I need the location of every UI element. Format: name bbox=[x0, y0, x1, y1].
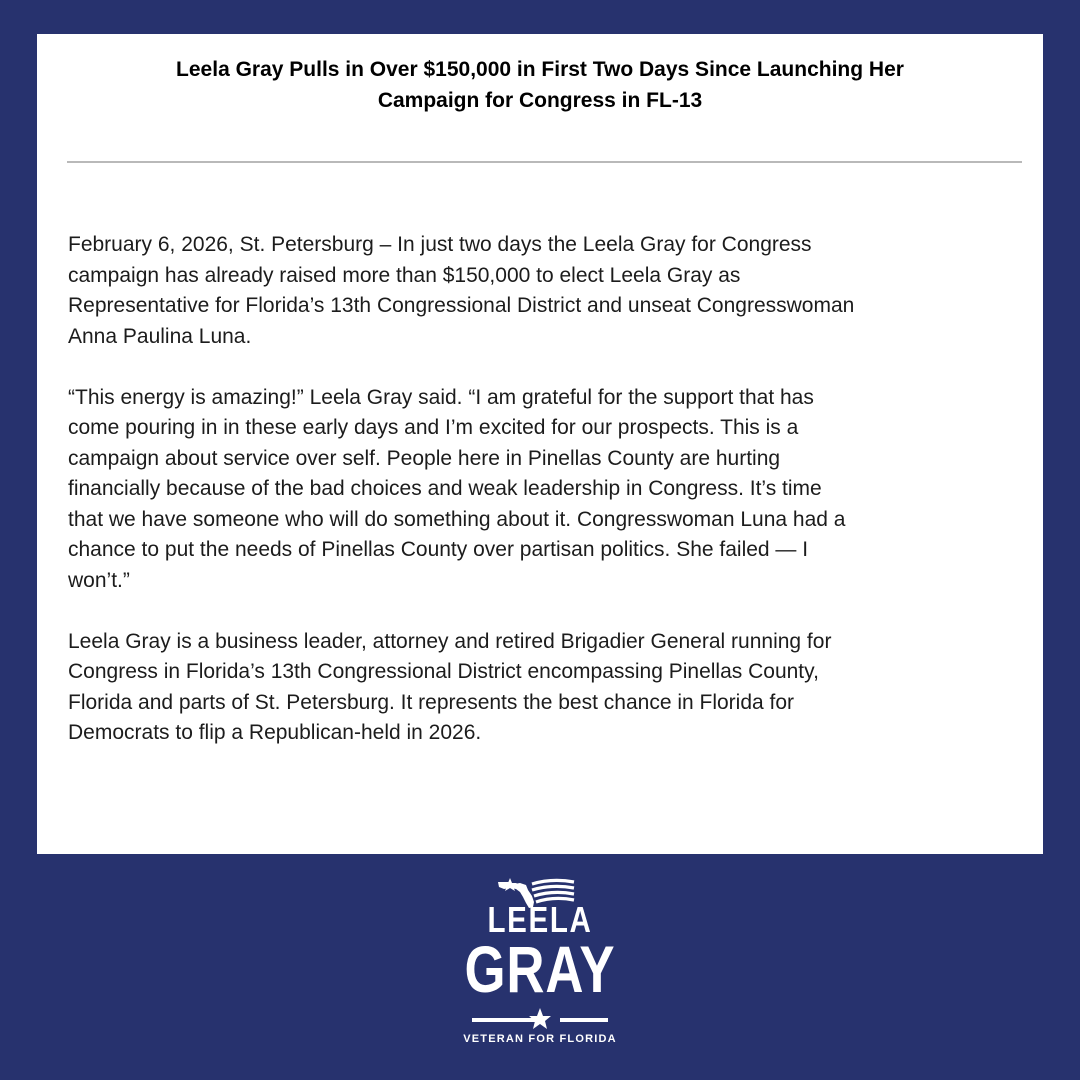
text-line: campaign about service over self. People here in Pinellas County are hurting bbox=[68, 446, 781, 470]
text-line: Congress in Florida’s 13th Congressional District encompassing Pinellas County, bbox=[68, 660, 819, 683]
headline-divider bbox=[67, 161, 1022, 163]
paragraph-bio bbox=[68, 627, 1028, 749]
paragraph-quote bbox=[68, 383, 1028, 597]
text-line: Democrats to flip a Republican-held in 2026. bbox=[68, 721, 482, 744]
campaign-logo bbox=[440, 870, 640, 1060]
text-line: Florida and parts of St. Petersburg. It represents the best chance in Florida for bbox=[68, 690, 795, 714]
paragraph-announcement bbox=[68, 230, 1028, 352]
text-line: chance to put the needs of Pinellas County over partisan politics. She failed — I bbox=[68, 538, 809, 561]
headline-line: Leela Gray Pulls in Over $150,000 in First Two Days Since Launching Her bbox=[176, 58, 904, 81]
text-line: come pouring in in these early days and I’m excited for our prospects. This is a bbox=[68, 416, 799, 439]
press-release-body bbox=[68, 230, 1028, 779]
logo-underline bbox=[472, 1018, 540, 1022]
text-line: campaign has already raised more than $150,000 to elect Leela Gray as bbox=[68, 263, 741, 287]
text-line: Representative for Florida’s 13th Congressional District and unseat Congresswoman bbox=[68, 294, 855, 317]
press-release-card bbox=[37, 34, 1043, 854]
flag-stripes-icon bbox=[532, 880, 574, 884]
text-line: “This energy is amazing!” Leela Gray said. “I am grateful for the support that has bbox=[68, 385, 814, 409]
logo-first-name: LEELA bbox=[487, 899, 593, 940]
star-icon bbox=[529, 1008, 551, 1029]
star-small-icon bbox=[503, 878, 517, 891]
logo-last-name: GRAY bbox=[464, 932, 616, 1006]
headline-line: Campaign for Congress in FL-13 bbox=[377, 89, 703, 112]
logo-tagline: VETERAN FOR FLORIDA bbox=[463, 1033, 617, 1045]
text-line: won’t.” bbox=[68, 568, 130, 592]
text-line: Anna Paulina Luna. bbox=[68, 324, 252, 348]
press-release-headline bbox=[67, 54, 1013, 116]
text-line: financially because of the bad choices and weak leadership in Congress. It’s time bbox=[68, 477, 822, 500]
text-line: February 6, 2026, St. Petersburg – In just two days the Leela Gray for Congress bbox=[68, 233, 812, 256]
text-line: Leela Gray is a business leader, attorney and retired Brigadier General running for bbox=[68, 629, 832, 653]
text-line: that we have someone who will do something about it. Congresswoman Luna had a bbox=[68, 507, 846, 531]
